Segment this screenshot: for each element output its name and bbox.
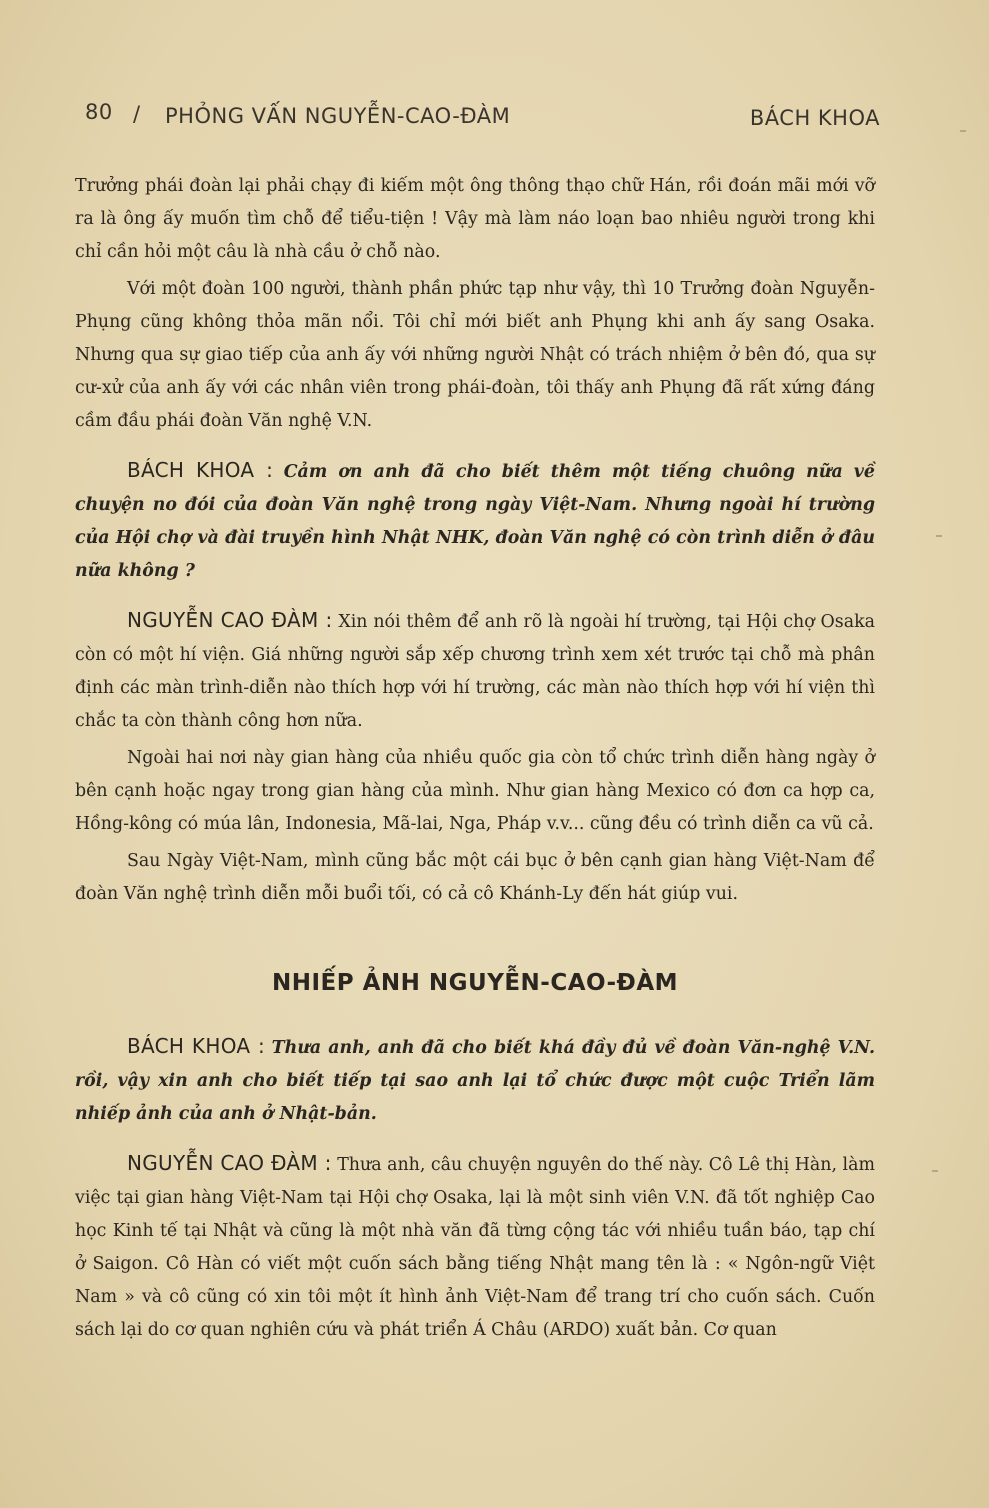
speaker-label: BÁCH KHOA :: [127, 1034, 266, 1058]
answer-text: Xin nói thêm để anh rõ là ngoài hí trường, tại Hội chợ Osaka còn có một hí viện. Giá những người sắp xếp chương trình xem xét trước tại chỗ mà phân định các màn trình-diễn nào thích hợp với hí trường, các màn nào thích hợp với hí viện thì chắc ta còn thành công hơn nữa.: [75, 612, 875, 731]
magazine-name: BÁCH KHOA: [749, 106, 880, 130]
paragraph-text: Trưởng phái đoàn lại phải chạy đi kiếm một ông thông thạo chữ Hán, rồi đoán mãi mới vỡ ra là ông ấy muốn tìm chỗ để tiểu-tiện ! Vậy mà làm náo loạn bao nhiêu người trong khi chỉ cần hỏi một câu là nhà cầu ở chỗ nào.: [75, 176, 875, 262]
header-title: PHỎNG VẤN NGUYỄN-CAO-ĐÀM: [165, 104, 511, 128]
question-text: Cảm ơn anh đã cho biết thêm một tiếng chuông nữa về chuyện no đói của đoàn Văn nghệ trong ngày Việt-Nam. Nhưng ngoài hí trường của Hội chợ và đài truyền hình Nhật NHK, đoàn Văn nghệ có còn trình diễn ở đâu nữa không ?: [75, 462, 875, 581]
margin-mark: [960, 130, 966, 132]
speaker-label: NGUYỄN CAO ĐÀM :: [127, 1151, 332, 1175]
header-separator: /: [133, 102, 141, 126]
paragraph: [75, 845, 875, 911]
question-text: Thưa anh, anh đã cho biết khá đầy đủ về đoàn Văn-nghệ V.N. rồi, vậy xin anh cho biết tiếp tại sao anh lại tổ chức được một cuộc Triển lãm nhiếp ảnh của anh ở Nhật-bản.: [75, 1038, 876, 1124]
section-heading: NHIẾP ẢNH NGUYỄN-CAO-ĐÀM: [271, 970, 679, 996]
paragraph: [75, 742, 875, 841]
margin-mark: [932, 1170, 938, 1172]
speaker-label: NGUYỄN CAO ĐÀM :: [127, 608, 333, 632]
speaker-label: BÁCH KHOA :: [127, 458, 274, 482]
running-header: [85, 100, 880, 140]
question-paragraph: [75, 1030, 875, 1131]
page-number: 80: [85, 100, 113, 124]
article-body: [75, 170, 875, 1347]
paragraph: [75, 273, 875, 438]
margin-mark: [936, 535, 942, 537]
paragraph-text: Ngoài hai nơi này gian hàng của nhiều quốc gia còn tổ chức trình diễn hàng ngày ở bên cạnh hoặc ngay trong gian hàng của mình. Như gian hàng Mexico có đơn ca hợp ca, Hồng-kông có múa lân, Indonesia, Mã-lai, Nga, Pháp v.v... cũng đều có trình diễn ca vũ cả.: [75, 748, 875, 834]
answer-paragraph: [75, 604, 875, 738]
paragraph: [75, 170, 875, 269]
answer-paragraph: [75, 1147, 875, 1347]
answer-text: Thưa anh, câu chuyện nguyên do thế này. Cô Lê thị Hàn, làm việc tại gian hàng Việt-Nam tại Hội chợ Osaka, lại là một sinh viên V.N. đã tốt nghiệp Cao học Kinh tế tại Nhật và cũng là một nhà văn đã từng cộng tác với nhiều tuần báo, tạp chí ở Saigon. Cô Hàn có viết một cuốn sách bằng tiếng Nhật mang tên là : « Ngôn-ngữ Việt Nam » và cô cũng có xin tôi một ít hình ảnh Việt-Nam để trang trí cho cuốn sách. Cuốn sách lại do cơ quan nghiên cứu và phát triển Á Châu (ARDO) xuất bản. Cơ quan: [75, 1155, 875, 1340]
paragraph-text: Sau Ngày Việt-Nam, mình cũng bắc một cái bục ở bên cạnh gian hàng Việt-Nam để đoàn Văn nghệ trình diễn mỗi buổi tối, có cả cô Khánh-Ly đến hát giúp vui.: [75, 851, 875, 904]
paragraph-text: Với một đoàn 100 người, thành phần phức tạp như vậy, thì 10 Trưởng đoàn Nguyễn-Phụng cũng không thỏa mãn nổi. Tôi chỉ mới biết anh Phụng khi anh ấy sang Osaka. Nhưng qua sự giao tiếp của anh ấy với những người Nhật có trách nhiệm ở bên đó, qua sự cư-xử của anh ấy với các nhân viên trong phái-đoàn, tôi thấy anh Phụng đã rất xứng đáng cầm đầu phái đoàn Văn nghệ V.N.: [75, 279, 875, 431]
question-paragraph: [75, 454, 875, 588]
